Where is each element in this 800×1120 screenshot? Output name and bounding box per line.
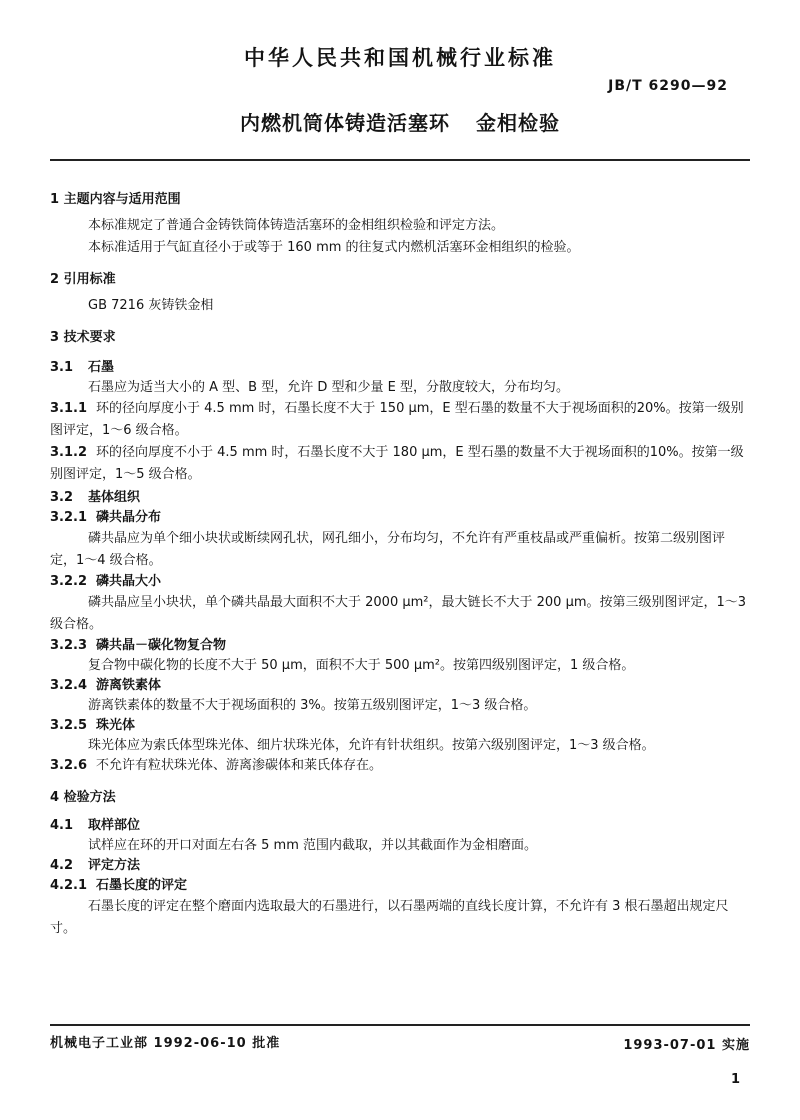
section-4-2-number: 4.2 (50, 858, 74, 873)
section-4-1-heading (50, 816, 750, 836)
section-3-2-number: 3.2 (50, 490, 74, 505)
section-3-2-4-heading (50, 676, 750, 696)
section-3-2-5-number: 3.2.5 (50, 718, 88, 733)
section-3-2-1-title: 磷共晶分布 (96, 510, 162, 525)
section-3-2-1-text: 磷共晶应为单个细小块状或断续网孔状，网孔细小，分布均匀，不允许有严重枝晶或严重偏析。按第二级别图评定，1～4 级合格。 (50, 531, 726, 568)
section-1-paragraph-1: 本标准规定了普通合金铸铁筒体铸造活塞环的金相组织检验和评定方法。 (88, 218, 505, 233)
section-3-1-1-number: 3.1.1 (50, 401, 88, 416)
section-3-1-title: 石墨 (88, 360, 115, 375)
section-3-2-4-text: 游离铁素体的数量不大于视场面积的 3%。按第五级别图评定，1～3 级合格。 (88, 698, 537, 713)
section-3-2-5-title: 珠光体 (96, 718, 136, 733)
section-3-1-text: 石墨应为适当大小的 A 型、B 型，允许 D 型和少量 E 型，分散度较大，分布均匀。 (88, 380, 569, 395)
section-3-2-4-title: 游离铁素体 (96, 678, 162, 693)
section-3-2-6 (50, 756, 750, 776)
section-3-2-6-number: 3.2.6 (50, 758, 88, 773)
section-3-2-title: 基体组织 (88, 490, 141, 505)
section-3-1-heading (50, 358, 750, 378)
section-3-2-4-number: 3.2.4 (50, 678, 88, 693)
section-4-2-title: 评定方法 (88, 858, 141, 873)
section-4-2-1-heading (50, 876, 750, 896)
section-4-heading: 4 检验方法 (50, 790, 116, 805)
section-3-2-3-heading (50, 636, 750, 656)
section-3-2-1-heading (50, 508, 750, 528)
section-4-2-1-title: 石墨长度的评定 (96, 878, 188, 893)
section-3-2-5-text: 珠光体应为索氏体型珠光体、细片状珠光体，允许有针状组织。按第六级别图评定，1～3 级合格。 (88, 738, 655, 753)
section-4-1-title: 取样部位 (88, 818, 141, 833)
section-3-2-6-text: 不允许有粒状珠光体、游离渗碳体和莱氏体存在。 (96, 758, 383, 773)
document-title (0, 107, 800, 136)
standard-category-header: 中华人民共和国机械行业标准 (244, 46, 556, 70)
section-3-1-2-number: 3.1.2 (50, 445, 88, 460)
section-4-2-heading (50, 856, 750, 876)
standard-code: JB/T 6290—92 (608, 78, 728, 94)
document-title-sub: 金相检验 (476, 111, 560, 135)
section-1-paragraph-2: 本标准适用于气缸直径小于或等于 160 mm 的往复式内燃机活塞环金相组织的检验。 (88, 240, 580, 255)
section-1-heading: 1 主题内容与适用范围 (50, 192, 181, 207)
section-3-2-2-title: 磷共晶大小 (96, 574, 162, 589)
header-divider (50, 159, 750, 161)
section-3-2-2-number: 3.2.2 (50, 574, 88, 589)
section-4-2-1-text: 石墨长度的评定在整个磨面内选取最大的石墨进行，以石墨两端的直线长度计算，不允许有 3 根石墨超出规定尺寸。 (50, 899, 729, 936)
section-3-2-3-title: 磷共晶－碳化物复合物 (96, 638, 227, 653)
document-title-main: 内燃机筒体铸造活塞环 (240, 111, 450, 135)
section-3-1-2 (50, 442, 750, 486)
section-3-1-2-text: 环的径向厚度不小于 4.5 mm 时，石墨长度不大于 180 μm，E 型石墨的数量不大于视场面积的10%。按第一级别图评定，1～5 级合格。 (50, 445, 744, 482)
section-3-1-1-text: 环的径向厚度小于 4.5 mm 时，石墨长度不大于 150 μm，E 型石墨的数量不大于视场面积的20%。按第一级别图评定，1～6 级合格。 (50, 401, 744, 438)
page-number: 1 (730, 1072, 740, 1087)
effective-date-note: 1993-07-01 实施 (623, 1038, 750, 1053)
section-4-2-1-number: 4.2.1 (50, 878, 88, 893)
section-3-1-1 (50, 398, 750, 442)
section-3-heading: 3 技术要求 (50, 330, 116, 345)
section-4-1-number: 4.1 (50, 818, 74, 833)
section-3-2-5-heading (50, 716, 750, 736)
section-4-1-text: 试样应在环的开口对面左右各 5 mm 范围内截取，并以其截面作为金相磨面。 (88, 838, 537, 853)
section-3-2-3-text: 复合物中碳化物的长度不大于 50 μm，面积不大于 500 μm²。按第四级别图评定，1 级合格。 (88, 658, 635, 673)
section-3-2-3-number: 3.2.3 (50, 638, 88, 653)
section-2-heading: 2 引用标准 (50, 272, 116, 287)
document-body (50, 190, 750, 940)
section-2-reference: GB 7216 灰铸铁金相 (88, 298, 214, 313)
section-3-2-2-heading (50, 572, 750, 592)
section-3-2-1-number: 3.2.1 (50, 510, 88, 525)
approval-note: 机械电子工业部 1992-06-10 批准 (50, 1036, 281, 1051)
section-3-1-number: 3.1 (50, 360, 74, 375)
section-3-2-heading (50, 488, 750, 508)
footer-divider (50, 1024, 750, 1026)
section-3-2-2-text: 磷共晶应呈小块状，单个磷共晶最大面积不大于 2000 μm²，最大链长不大于 200 μm。按第三级别图评定，1～3 级合格。 (50, 595, 747, 632)
